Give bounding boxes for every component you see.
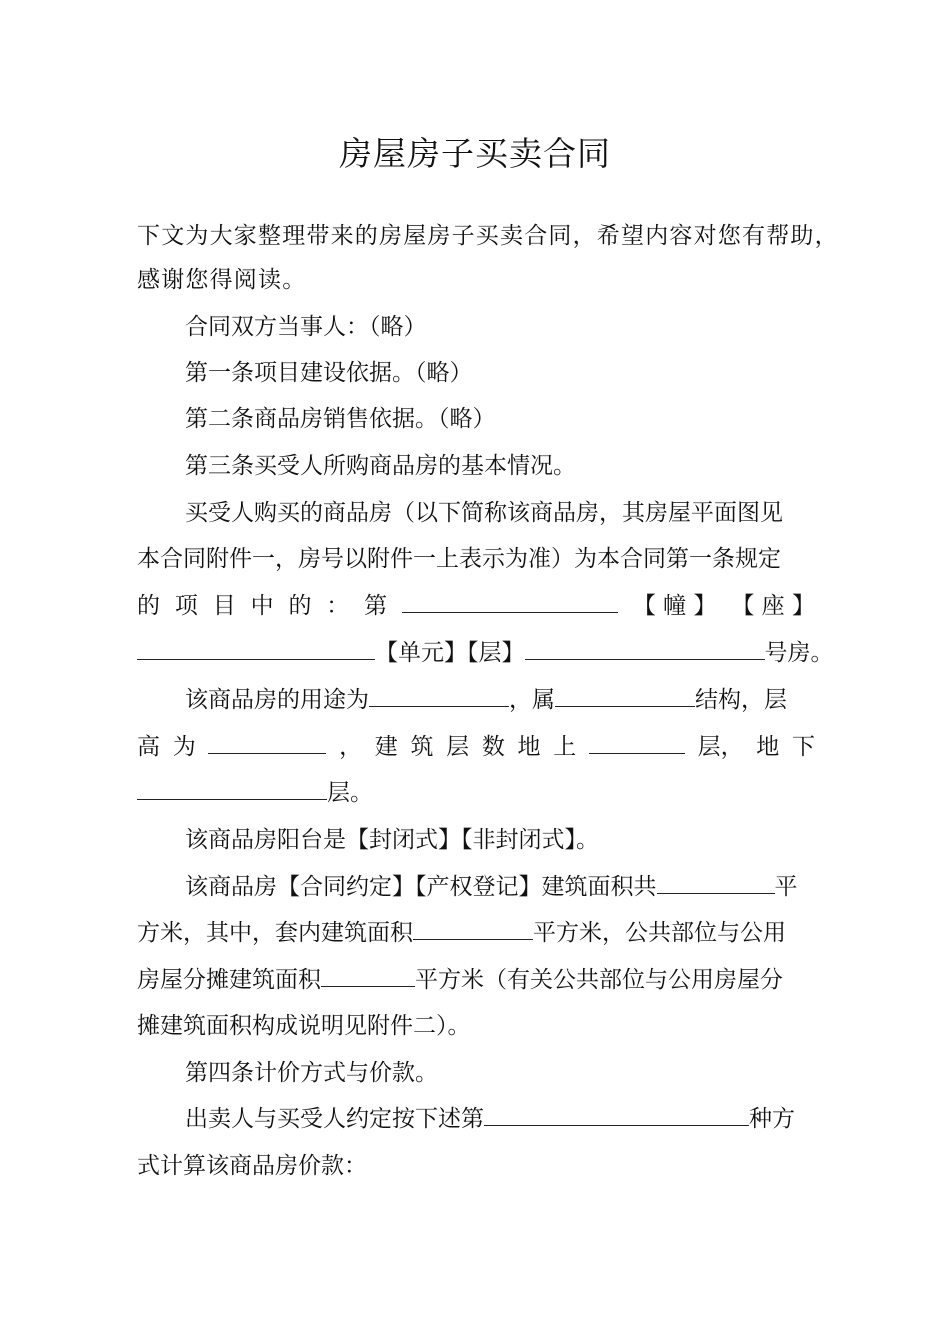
paragraph-2-line-1 — [185, 684, 815, 716]
inner-area-label: 方米，其中，套内建筑面积 — [137, 920, 413, 946]
text-char: 项 — [174, 593, 198, 619]
intro-line-2: 感谢您得阅读。 — [137, 267, 307, 293]
text-char: 第 — [364, 593, 388, 619]
text-char: ， — [339, 734, 363, 760]
shared-area-label: 房屋分摊建筑面积 — [137, 967, 321, 993]
bracket-building: 【 幢 】 — [632, 593, 717, 619]
intro-line-1: 下文为大家整理带来的房屋房子买卖合同，希望内容对您有帮助， — [137, 223, 839, 249]
area-label: 该商品房【合同约定】【产权登记】建筑面积共 — [185, 874, 657, 900]
text-char: 高 — [137, 734, 160, 760]
usage-label: 该商品房的用途为 — [185, 687, 369, 713]
text-char: 中 — [250, 593, 274, 619]
blank-field-floors-above — [589, 731, 685, 754]
paragraph-3-line-2 — [137, 917, 815, 949]
blank-field-usage — [369, 684, 509, 707]
pricing-label: 出卖人与买受人约定按下述第 — [185, 1106, 484, 1132]
unit-floor-brackets: 【单元】【层】 — [375, 640, 525, 666]
text-char: 地 — [517, 734, 541, 760]
paragraph-2-line-2 — [137, 731, 815, 763]
article-4: 第四条计价方式与价款。 — [185, 1060, 438, 1086]
paragraph-4-line-2: 式计算该商品房价款： — [137, 1153, 367, 1179]
blank-field-room — [525, 637, 765, 660]
pricing-suffix: 种方 — [749, 1106, 795, 1132]
article-1: 第一条项目建设依据。（略） — [185, 360, 473, 386]
text-char: 建 — [374, 734, 398, 760]
document-title: 房屋房子买卖合同 — [339, 134, 611, 173]
text-char: 数 — [481, 734, 505, 760]
blank-field-building — [402, 590, 618, 613]
inner-area-suffix: 平方米，公共部位与公用 — [533, 920, 786, 946]
text-char: 地 — [756, 734, 780, 760]
blank-field-total-area — [657, 871, 775, 894]
text-char: 的 — [137, 593, 160, 619]
area-unit-part: 平 — [774, 874, 798, 900]
structure-suffix: 结构，层 — [695, 687, 787, 713]
blank-field-shared-area — [321, 964, 415, 987]
paragraph-1-line-1: 买受人购买的商品房（以下简称该商品房，其房屋平面图见 — [185, 500, 783, 526]
paragraph-3-line-3 — [137, 964, 815, 996]
text-char: 筑 — [410, 734, 434, 760]
bracket-block: 【 座 】 — [731, 593, 815, 619]
paragraph-3-line-4: 摊建筑面积构成说明见附件二）。 — [137, 1013, 471, 1039]
article-3: 第三条买受人所购商品房的基本情况。 — [185, 453, 576, 479]
text-char: 上 — [553, 734, 577, 760]
text-char: 目 — [212, 593, 236, 619]
shared-area-suffix: 平方米（有关公共部位与公用房屋分 — [415, 967, 783, 993]
article-2: 第二条商品房销售依据。（略） — [185, 406, 496, 432]
balcony-line: 该商品房阳台是【封闭式】【非封闭式】。 — [185, 827, 599, 853]
paragraph-3-line-1 — [185, 871, 815, 903]
room-suffix: 号房。 — [764, 640, 834, 666]
text-char: 为 — [172, 734, 196, 760]
parties-line: 合同双方当事人：（略） — [185, 314, 427, 340]
paragraph-2-line-3 — [137, 777, 815, 809]
text-char: 层， — [697, 734, 744, 760]
text-char: ： — [326, 593, 350, 619]
blank-field-inner-area — [413, 917, 533, 940]
paragraph-1-line-3 — [137, 590, 815, 622]
blank-field-floors-below — [137, 777, 327, 800]
structure-label: ，属 — [509, 687, 555, 713]
blank-field-structure — [555, 684, 695, 707]
blank-field-height — [208, 731, 326, 754]
text-char: 下 — [791, 734, 815, 760]
blank-field-pricing-method — [484, 1103, 749, 1126]
text-char: 层 — [446, 734, 470, 760]
text-char: 的 — [288, 593, 312, 619]
paragraph-4-line-1 — [185, 1103, 815, 1135]
floors-below-suffix: 层。 — [327, 780, 373, 806]
blank-field-unit — [137, 637, 375, 660]
paragraph-1-line-4 — [137, 637, 834, 669]
paragraph-1-line-2: 本合同附件一，房号以附件一上表示为准）为本合同第一条规定 — [137, 546, 781, 572]
